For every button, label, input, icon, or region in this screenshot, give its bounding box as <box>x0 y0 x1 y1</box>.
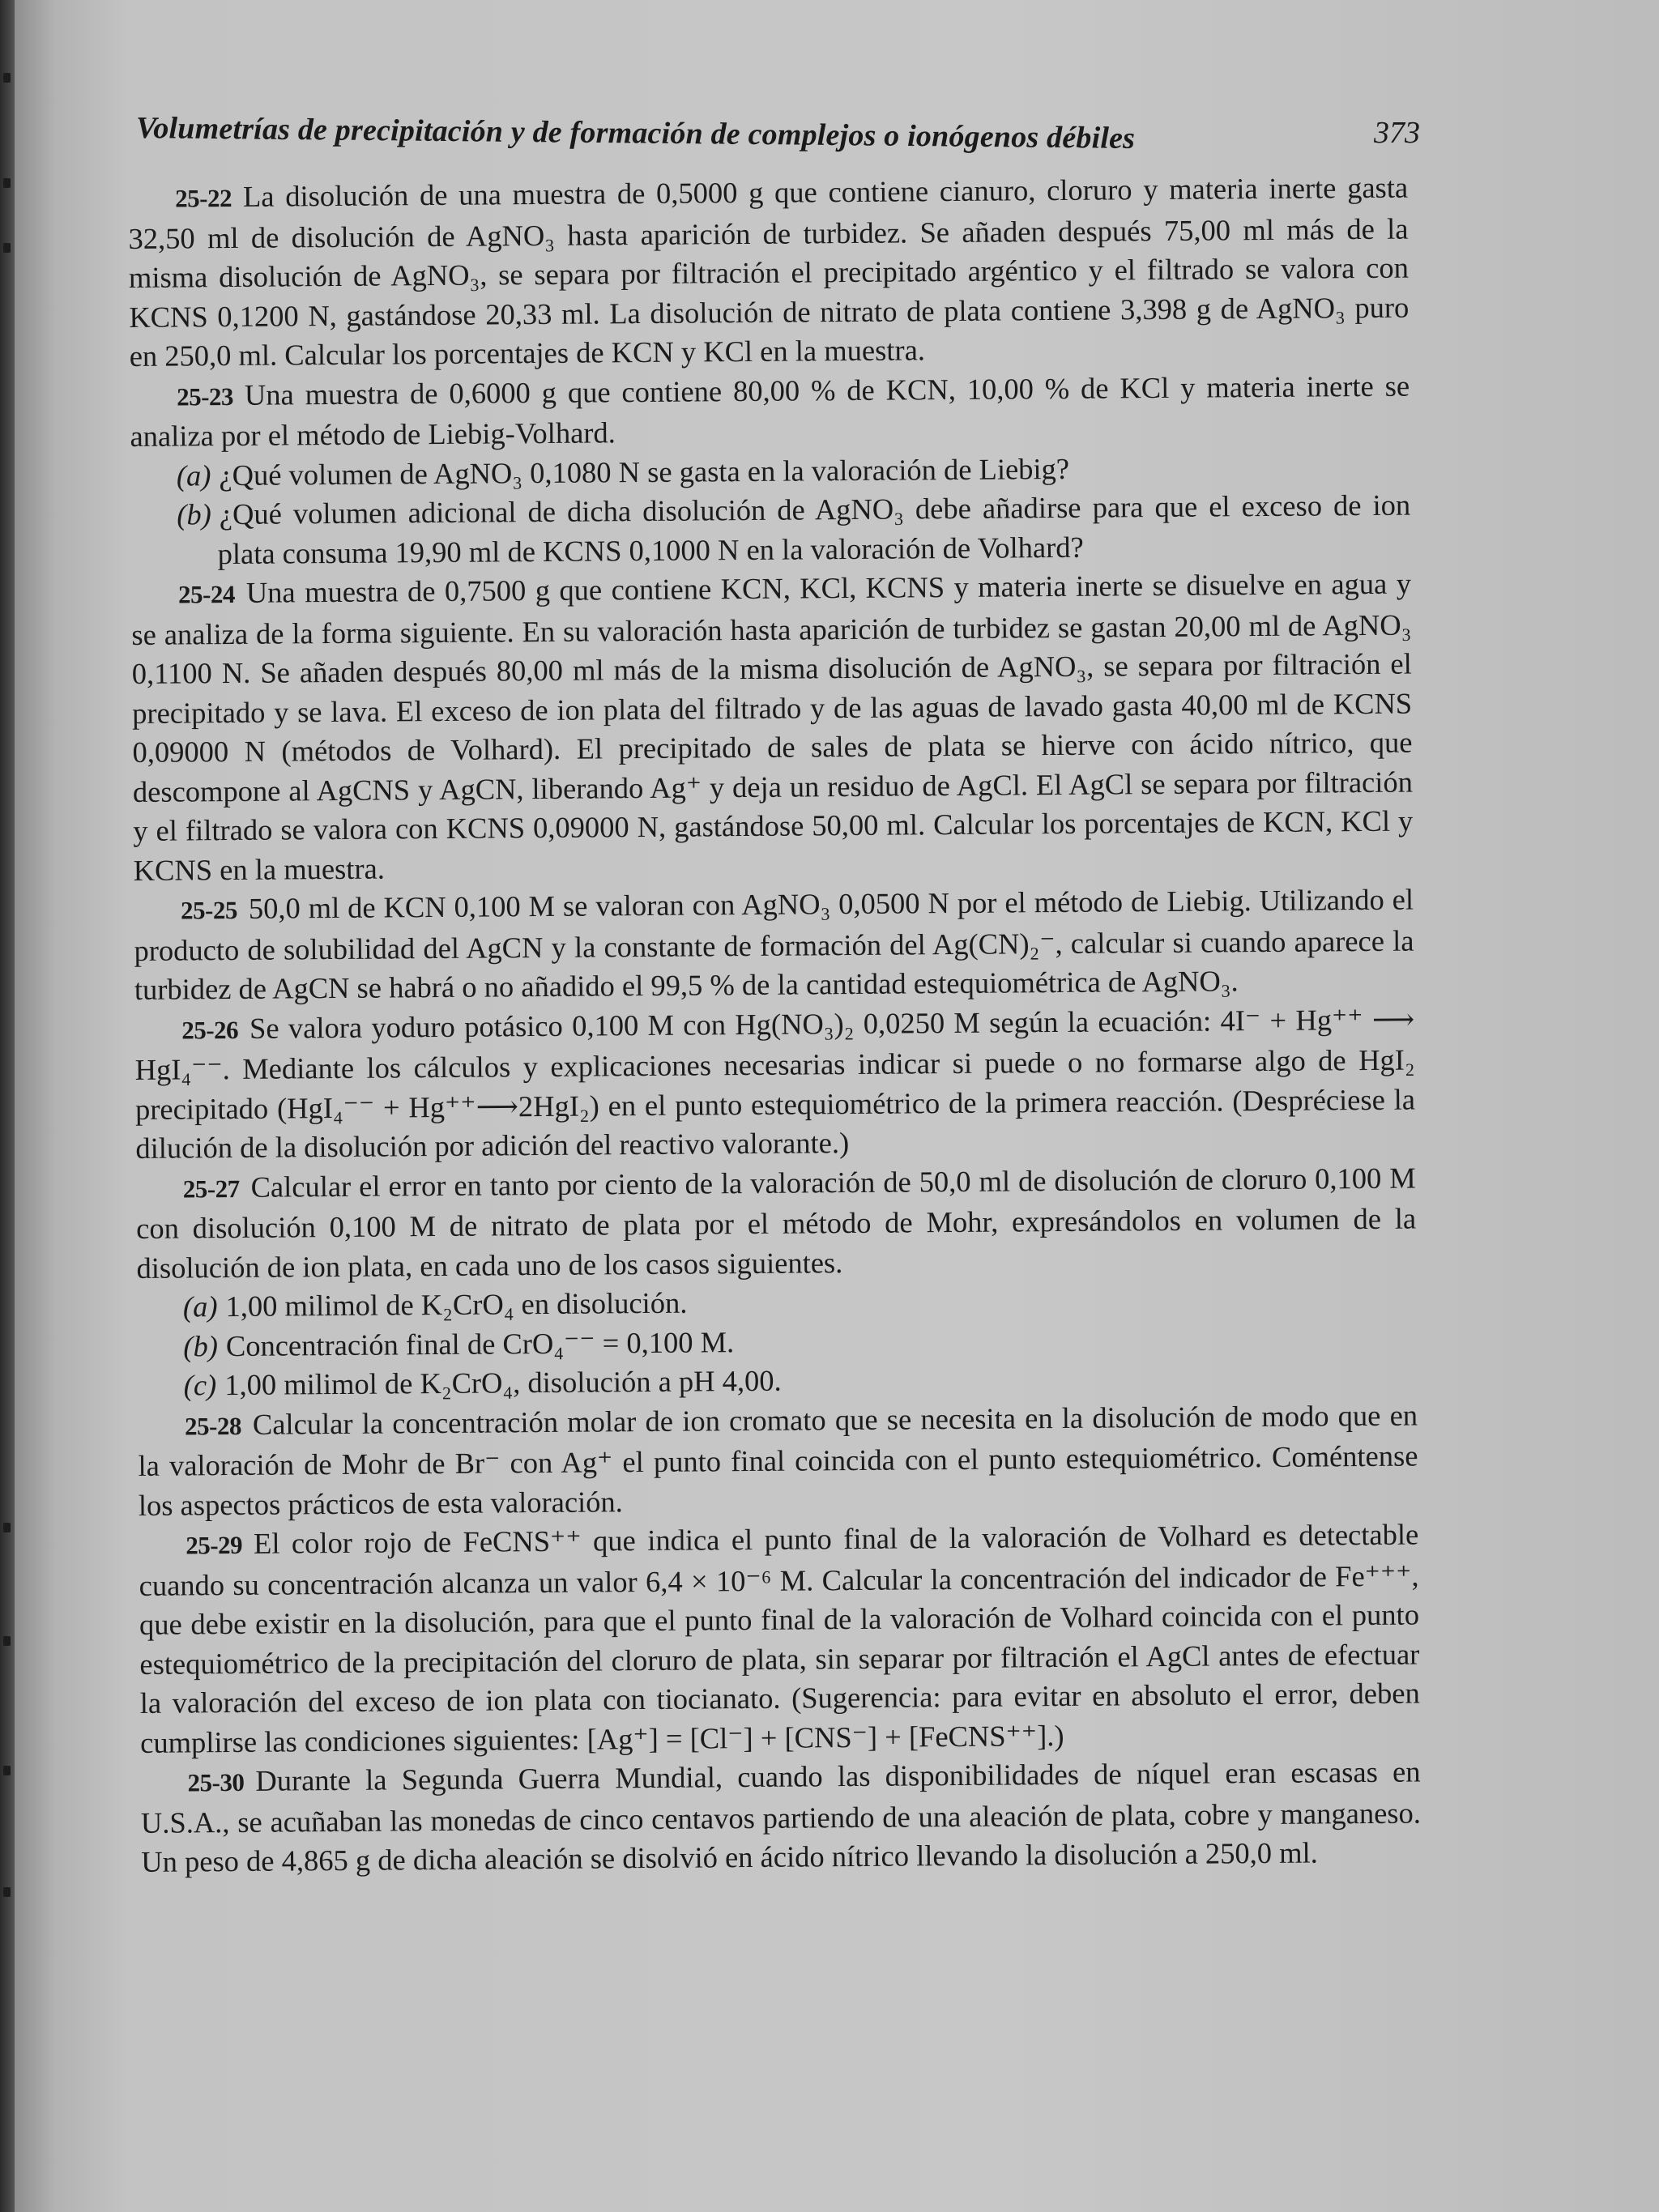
problem-text: La disolución de una muestra de 0,5000 g que contiene cianuro, cloruro y materia inerte gasta 32,50 ml de disolución de AgNO₃ hasta aparición de turbidez. Se añaden después 75,00 ml más de la misma disolución de AgNO₃, se separa por filtración el precipitado argéntico y el filtrado se valora con KCNS 0,1200 N, gastándose 20,33 ml. La disolución de nitrato de plata contiene 3,398 g de AgNO₃ puro en 250,0 ml. Calcular los porcentajes de KCN y KCl en la muestra. <box>128 170 1410 373</box>
problem-number: 25-22 <box>175 183 232 213</box>
part-text: 1,00 milimol de K₂CrO₄, disolución a pH 4,00. <box>224 1363 782 1402</box>
part-label: (b) <box>177 497 211 531</box>
gutter-mark <box>3 1636 11 1646</box>
problem-part <box>130 486 1411 574</box>
problem-number: 25-30 <box>187 1767 245 1797</box>
problem-number: 25-24 <box>177 579 236 609</box>
gutter-mark <box>3 243 11 253</box>
problem-list <box>128 168 1421 1882</box>
page-number: 373 <box>1374 116 1420 150</box>
problem-number: 25-25 <box>180 895 238 925</box>
problem-text: El color rojo de FeCNS⁺⁺ que indica el punto final de la valoración de Volhard es detectable cuando su concentración alcanza un valor 6,4 × 10⁻⁶ M. Calcular la concentración del indicador de Fe⁺⁺⁺, que debe existir en la disolución, para que el punto final de la valoración de Volhard coincida con el punto estequiométrico de la precipitación del cloruro de plata, sin separar por filtración el AgCl antes de efectuar la valoración del exceso de ion plata con tiocianato. (Sugerencia: para evitar en absoluto el error, deben cumplirse las condiciones siguientes: [Ag⁺] = [Cl⁻] + [CNS⁻] + [FeCNS⁺⁺].) <box>139 1517 1420 1759</box>
problem-text: Calcular el error en tanto por ciento de la valoración de 50,0 ml de disolución de cloruro 0,100 M con disolución 0,100 M de nitrato de plata por el método de Mohr, expresándolos en volumen de la disolución de ion plata, en cada uno de los casos siguientes. <box>136 1161 1417 1285</box>
problem-25-27 <box>136 1158 1417 1288</box>
problem-25-24 <box>131 565 1414 890</box>
gutter-mark <box>3 178 11 188</box>
part-text: 1,00 milimol de K₂CrO₄ en disolución. <box>225 1285 688 1323</box>
page-header <box>135 104 1420 156</box>
problem-25-29 <box>139 1515 1420 1762</box>
part-text: Concentración final de CrO₄⁻⁻ = 0,100 M. <box>225 1324 735 1362</box>
running-title: Volumetrías de precipitación y de formación de complejos o ionógenos débiles <box>135 111 1136 156</box>
problem-25-28 <box>138 1396 1418 1525</box>
gutter-mark <box>3 73 11 83</box>
problem-number: 25-29 <box>186 1530 243 1560</box>
part-text: ¿Qué volumen adicional de dicha disolución de AgNO₃ debe añadirse para que el exceso de ion plata consuma 19,90 ml de KCNS 0,1000 N en la valoración de Volhard? <box>217 488 1411 570</box>
problem-text: Durante la Segunda Guerra Mundial, cuando las disponibilidades de níquel eran escasas en U.S.A., se acuñaban las monedas de cinco centavos partiendo de una aleación de plata, cobre y manganeso. Un peso de 4,865 g de dicha aleación se disolvió en ácido nítrico llevando la disolución a 250,0 ml. <box>140 1754 1422 1878</box>
problem-25-26 <box>134 999 1415 1168</box>
problem-text: 50,0 ml de KCN 0,100 M se valoran con AgNO₃ 0,0500 N por el método de Liebig. Utilizando el producto de solubilidad del AgCN y la constante de formación del Ag(CN)₂⁻, calcular si cuando aparece la turbidez de AgCN se habrá o no añadido el 99,5 % de la cantidad estequiométrica de AgNO₃. <box>134 882 1414 1006</box>
problem-25-25 <box>134 880 1414 1010</box>
gutter-mark <box>3 1523 11 1532</box>
gutter-mark <box>3 1766 11 1775</box>
part-label: (a) <box>176 458 211 492</box>
part-label: (c) <box>183 1368 217 1402</box>
problem-25-23 <box>130 366 1410 456</box>
gutter-mark <box>3 1887 11 1897</box>
problem-number: 25-27 <box>182 1174 240 1204</box>
part-label: (b) <box>183 1328 219 1363</box>
problem-text: Una muestra de 0,6000 g que contiene 80,00 % de KCN, 10,00 % de KCl y materia inerte se analiza por el método de Liebig-Volhard. <box>130 369 1410 453</box>
problem-number: 25-28 <box>184 1411 242 1440</box>
problem-25-30 <box>140 1753 1421 1882</box>
problem-number: 25-23 <box>176 381 234 411</box>
part-text: ¿Qué volumen de AgNO₃ 0,1080 N se gasta en la valoración de Liebig? <box>219 451 1070 492</box>
problem-25-22 <box>128 168 1410 377</box>
problem-text: Se valora yoduro potásico 0,100 M con Hg(NO₃)₂ 0,0250 M según la ecuación: 4I⁻ + Hg⁺⁺ ⟶ HgI₄⁻⁻. Mediante los cálculos y explicaciones necesarias indicar si puede o no formarse algo de HgI₂ precipitado (HgI₄⁻⁻ + Hg⁺⁺⟶2HgI₂) en el punto estequiométrico de la primera reacción. (Despréciese la dilución de la disolución por adición del reactivo valorante.) <box>134 1002 1416 1165</box>
book-gutter <box>0 0 15 2212</box>
problem-text: Calcular la concentración molar de ion cromato que se necesita en la disolución de modo que en la valoración de Mohr de Br⁻ con Ag⁺ el punto final coincida con el punto estequiométrico. Coméntense los aspectos prácticos de esta valoración. <box>138 1398 1418 1522</box>
problem-text: Una muestra de 0,7500 g que contiene KCN, KCl, KCNS y materia inerte se disuelve en agua y se analiza de la forma siguiente. En su valoración hasta aparición de turbidez se gastan 20,00 ml de AgNO₃ 0,1100 N. Se añaden después 80,00 ml más de la misma disolución de AgNO₃, se separa por filtración el precipitado y se lava. El exceso de ion plata del filtrado y de las aguas de lavado gasta 40,00 ml de KCNS 0,09000 N (métodos de Volhard). El precipitado de sales de plata se hierve con ácido nítrico, que descompone al AgCNS y AgCN, liberando Ag⁺ y deja un residuo de AgCl. El AgCl se separa por filtración y el filtrado se valora con KCNS 0,09000 N, gastándose 50,00 ml. Calcular los porcentajes de KCN, KCl y KCNS en la muestra. <box>131 566 1414 887</box>
problem-number: 25-26 <box>181 1015 239 1045</box>
book-page <box>15 0 1659 2212</box>
part-label: (a) <box>182 1289 218 1323</box>
